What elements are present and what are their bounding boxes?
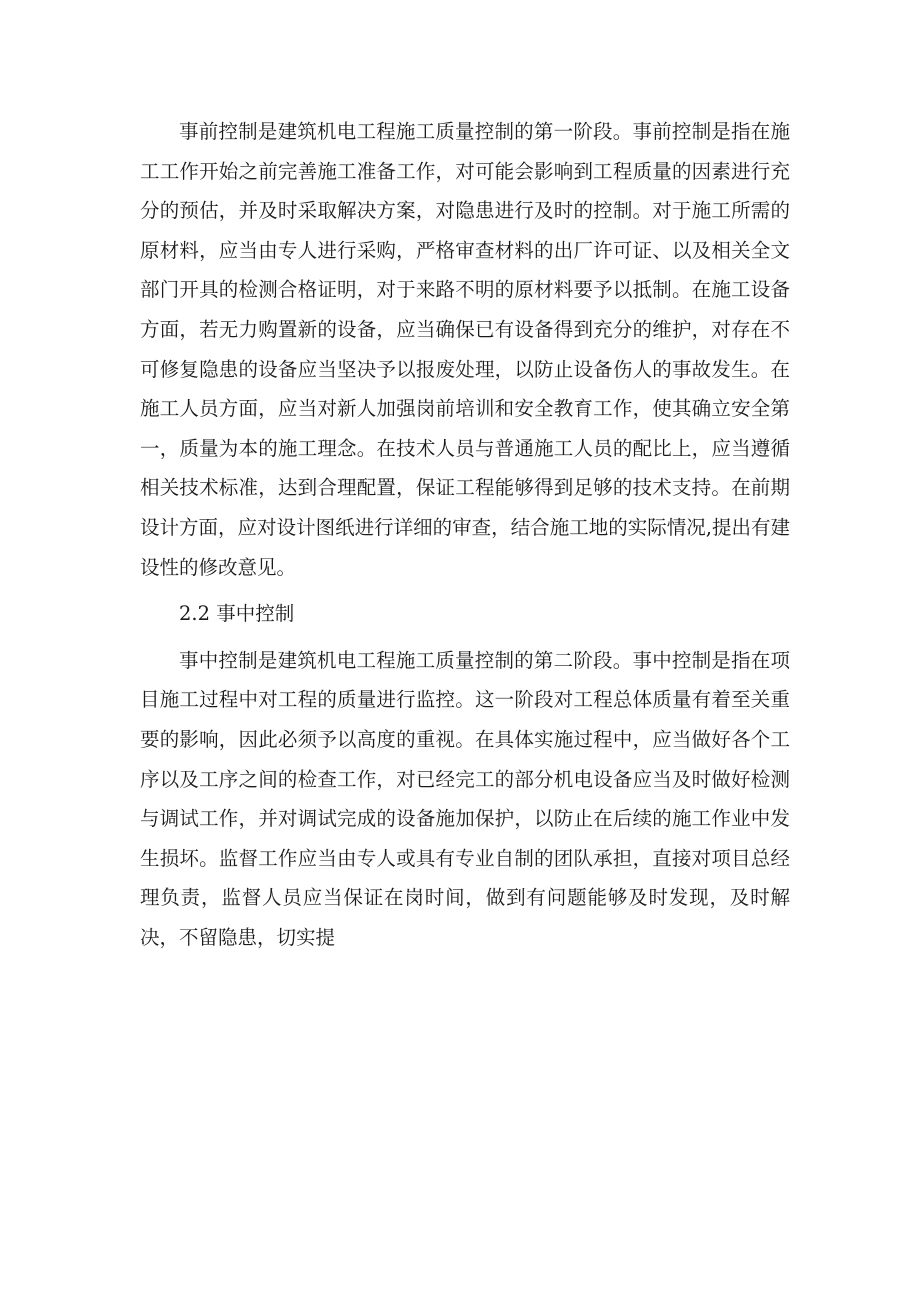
paragraph-in-process-control: 事中控制是建筑机电工程施工质量控制的第二阶段。事中控制是指在项目施工过程中对工程的质量进行监控。这一阶段对工程总体质量有着至关重要的影响，因此必须予以高度的重视。在具体实施过程中，应当做好各个工序以及工序之间的检查工作，对已经完工的部分机电设备应当及时做好检测与调试工作，并对调试完成的设备施加保护，以防止在后续的施工作业中发生损坏。监督工作应当由专人或具有专业自制的团队承担，直接对项目总经理负责，监督人员应当保证在岗时间，做到有问题能够及时发现，及时解决，不留隐患，切实提: [140, 648, 790, 949]
document-body: [140, 112, 790, 964]
section-heading: 2.2 事中控制: [179, 602, 295, 626]
paragraph-pre-control: 事前控制是建筑机电工程施工质量控制的第一阶段。事前控制是指在施工工作开始之前完善施工准备工作，对可能会影响到工程质量的因素进行充分的预估，并及时采取解决方案，对隐患进行及时的控制。对于施工所需的原材料，应当由专人进行采购，严格审查材料的出厂许可证、以及相关全文部门开具的检测合格证明，对于来路不明的原材料要予以抵制。在施工设备方面，若无力购置新的设备，应当确保已有设备得到充分的维护，对存在不可修复隐患的设备应当坚决予以报废处理，以防止设备伤人的事故发生。在施工人员方面，应当对新人加强岗前培训和安全教育工作，使其确立安全第一，质量为本的施工理念。在技术人员与普通施工人员的配比上，应当遵循相关技术标准，达到合理配置，保证工程能够得到足够的技术支持。在前期设计方面，应对设计图纸进行详细的审查，结合施工地的实际情况,提出有建设性的修改意见。: [140, 120, 790, 579]
